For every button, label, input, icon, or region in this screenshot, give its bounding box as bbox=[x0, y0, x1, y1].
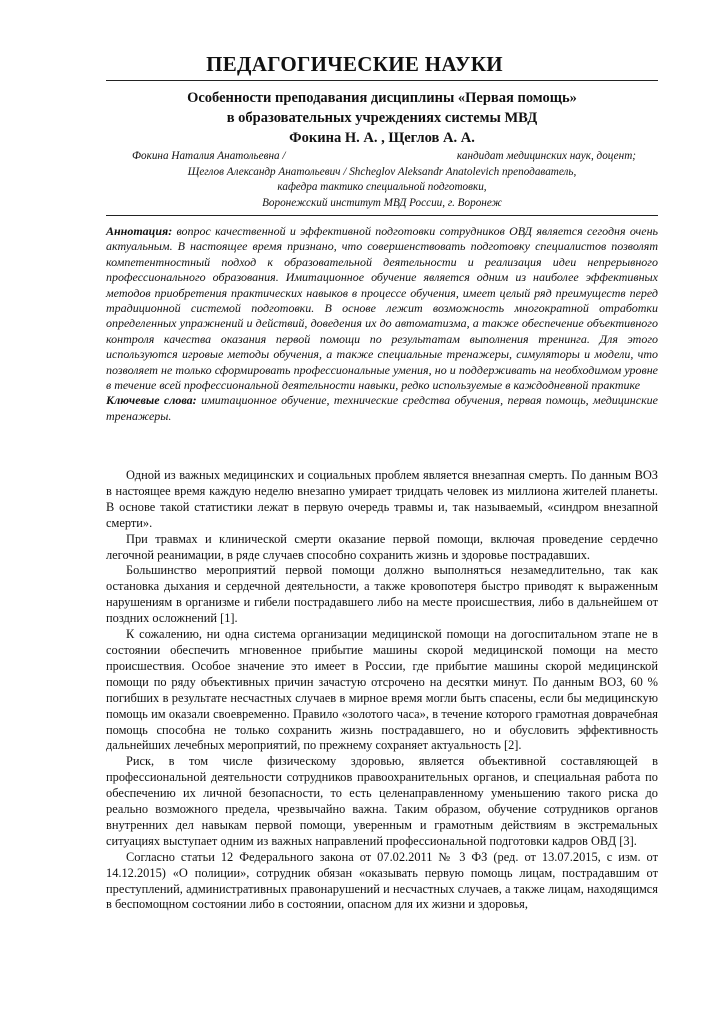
abstract-label: Аннотация: bbox=[106, 224, 173, 238]
article-title-line-1: Особенности преподавания дисциплины «Первая помощь» bbox=[187, 90, 577, 106]
author1-title: кандидат медицинских наук, доцент; bbox=[456, 150, 636, 162]
body-paragraph: Одной из важных медицинских и социальных проблем является внезапная смерть. По данным ВОЗ в настоящее время каждую неделю внезапно умирает тридцать человек из миллиона жителей планеты. В основе такой статистики лежат в первую очередь травмы и, так называемый, «синдром внезапной смерти». bbox=[106, 468, 658, 530]
section-title: ПЕДАГОГИЧЕСКИЕ НАУКИ bbox=[206, 52, 503, 76]
department: кафедра тактико специальной подготовки, bbox=[277, 181, 487, 194]
author2: Щеглов Александр Анатольевич / Shcheglov Aleksandr Anatolevich преподаватель, bbox=[187, 165, 577, 178]
abstract-text: вопрос качественной и эффективной подготовки сотрудников ОВД является сегодня очень актуальным. В настоящее время признано, что совершенствовать подготовку специалистов позволят компетентностный подход к образовательной деятельности и реализация идеи непрерывного профессионального образования. Имитационное обучение является одним из наиболее эффективных методов приобретения практических навыков в процессе обучения, имеет целый ряд преимуществ перед традиционной системой подготовки. В основе лежит возможность многократной отработки определенных упражнений и действий, доведения их до автоматизма, а также обеспечение объективного контроля качества оказания первой помощи по результатам выполнения тренинга. Для этого используются игровые методы обучения, а также специальные тренажеры, симуляторы и модели, что позволяет не только сформировать профессиональные умения, но и поддерживать на необходимом уровне в течение всей профессиональной деятельности навыки, редко используемые в каждодневной практике bbox=[106, 224, 658, 393]
affiliation-row-2 bbox=[106, 165, 658, 181]
affiliation-row-1 bbox=[106, 149, 658, 165]
abstract-divider bbox=[106, 215, 658, 216]
article-title-line-2: в образовательных учреждениях системы МВД bbox=[226, 110, 538, 126]
abstract bbox=[106, 224, 658, 424]
body-paragraph: Согласно статьи 12 Федерального закона от 07.02.2011 № 3 ФЗ (ред. от 13.07.2015, с изм. от 14.12.2015) «О полиции», сотрудник обязан «оказывать первую помощь лицам, пострадавшим от преступлений, административных правонарушений и несчастных случаев, а также лицам, находящимся в беспомощном состоянии либо в состоянии, опасном для их жизни и здоровья, bbox=[106, 849, 658, 912]
body-paragraph: К сожалению, ни одна система организации медицинской помощи на догоспитальном этапе не в состоянии обеспечить мгновенное прибытие машины скорой медицинской помощи на место происшествия. Особое значение это имеет в России, где прибытие машины скорой медицинской помощи по ряду объективных причин зачастую отсрочено на десятки минут. По данным ВОЗ, 60 % погибших в результате несчастных случаев в мирное время могли быть спасены, если бы медицинскую помощь им оказали своевременно. Правило «золотого часа», в течение которого грамотная доврачебная помощь способна не только сохранить жизнь пострадавшего, но и обусловить эффективность дальнейших лечебных мероприятий, по прежнему сохраняет актуальность [2]. bbox=[106, 627, 658, 753]
body-paragraph: Большинство мероприятий первой помощи должно выполняться незамедлительно, так как остановка дыхания и сердечной деятельности, а также кровопотеря быстро приводят к выраженным нарушениям в организме и гибели пострадавшего либо на месте происшествия, либо в дальнейшем от поздних осложнений [1]. bbox=[106, 563, 658, 626]
article-title bbox=[106, 88, 658, 148]
article-body bbox=[106, 468, 658, 913]
keywords-label: Ключевые слова: bbox=[106, 393, 197, 408]
author-affiliations bbox=[106, 149, 658, 211]
keywords-text: имитационное обучение, технические средства обучения, первая помощь, медицинские тренажеры. bbox=[106, 393, 659, 423]
affiliation-row-4 bbox=[106, 196, 658, 212]
header-divider bbox=[106, 80, 658, 81]
body-paragraph: Риск, в том числе физическому здоровью, является объективной составляющей в профессиональной деятельности сотрудников правоохранительных органов, и специальная работа по обеспечению их личной безопасности, то есть целенаправленному уменьшению такого риска до реально возможного предела, чрезвычайно важна. Таким образом, обучение сотрудников органов внутренних дел навыкам первой помощи, уверенным и грамотным действиям в экстремальных ситуациях выступает одним из важных направлений профессиональной подготовки кадров ОВД [3]. bbox=[106, 754, 658, 848]
affiliation-row-3 bbox=[106, 180, 658, 196]
body-paragraph: При травмах и клинической смерти оказание первой помощи, включая проведение сердечно легочной реанимации, в ряде случаев способно сохранить жизнь и здоровье пострадавших. bbox=[106, 531, 658, 562]
institute: Воронежский институт МВД России, г. Воронеж bbox=[262, 196, 502, 209]
author1-name: Фокина Наталия Анатольевна / bbox=[132, 150, 286, 162]
article-authors: Фокина Н. А. , Щеглов А. А. bbox=[289, 130, 475, 146]
